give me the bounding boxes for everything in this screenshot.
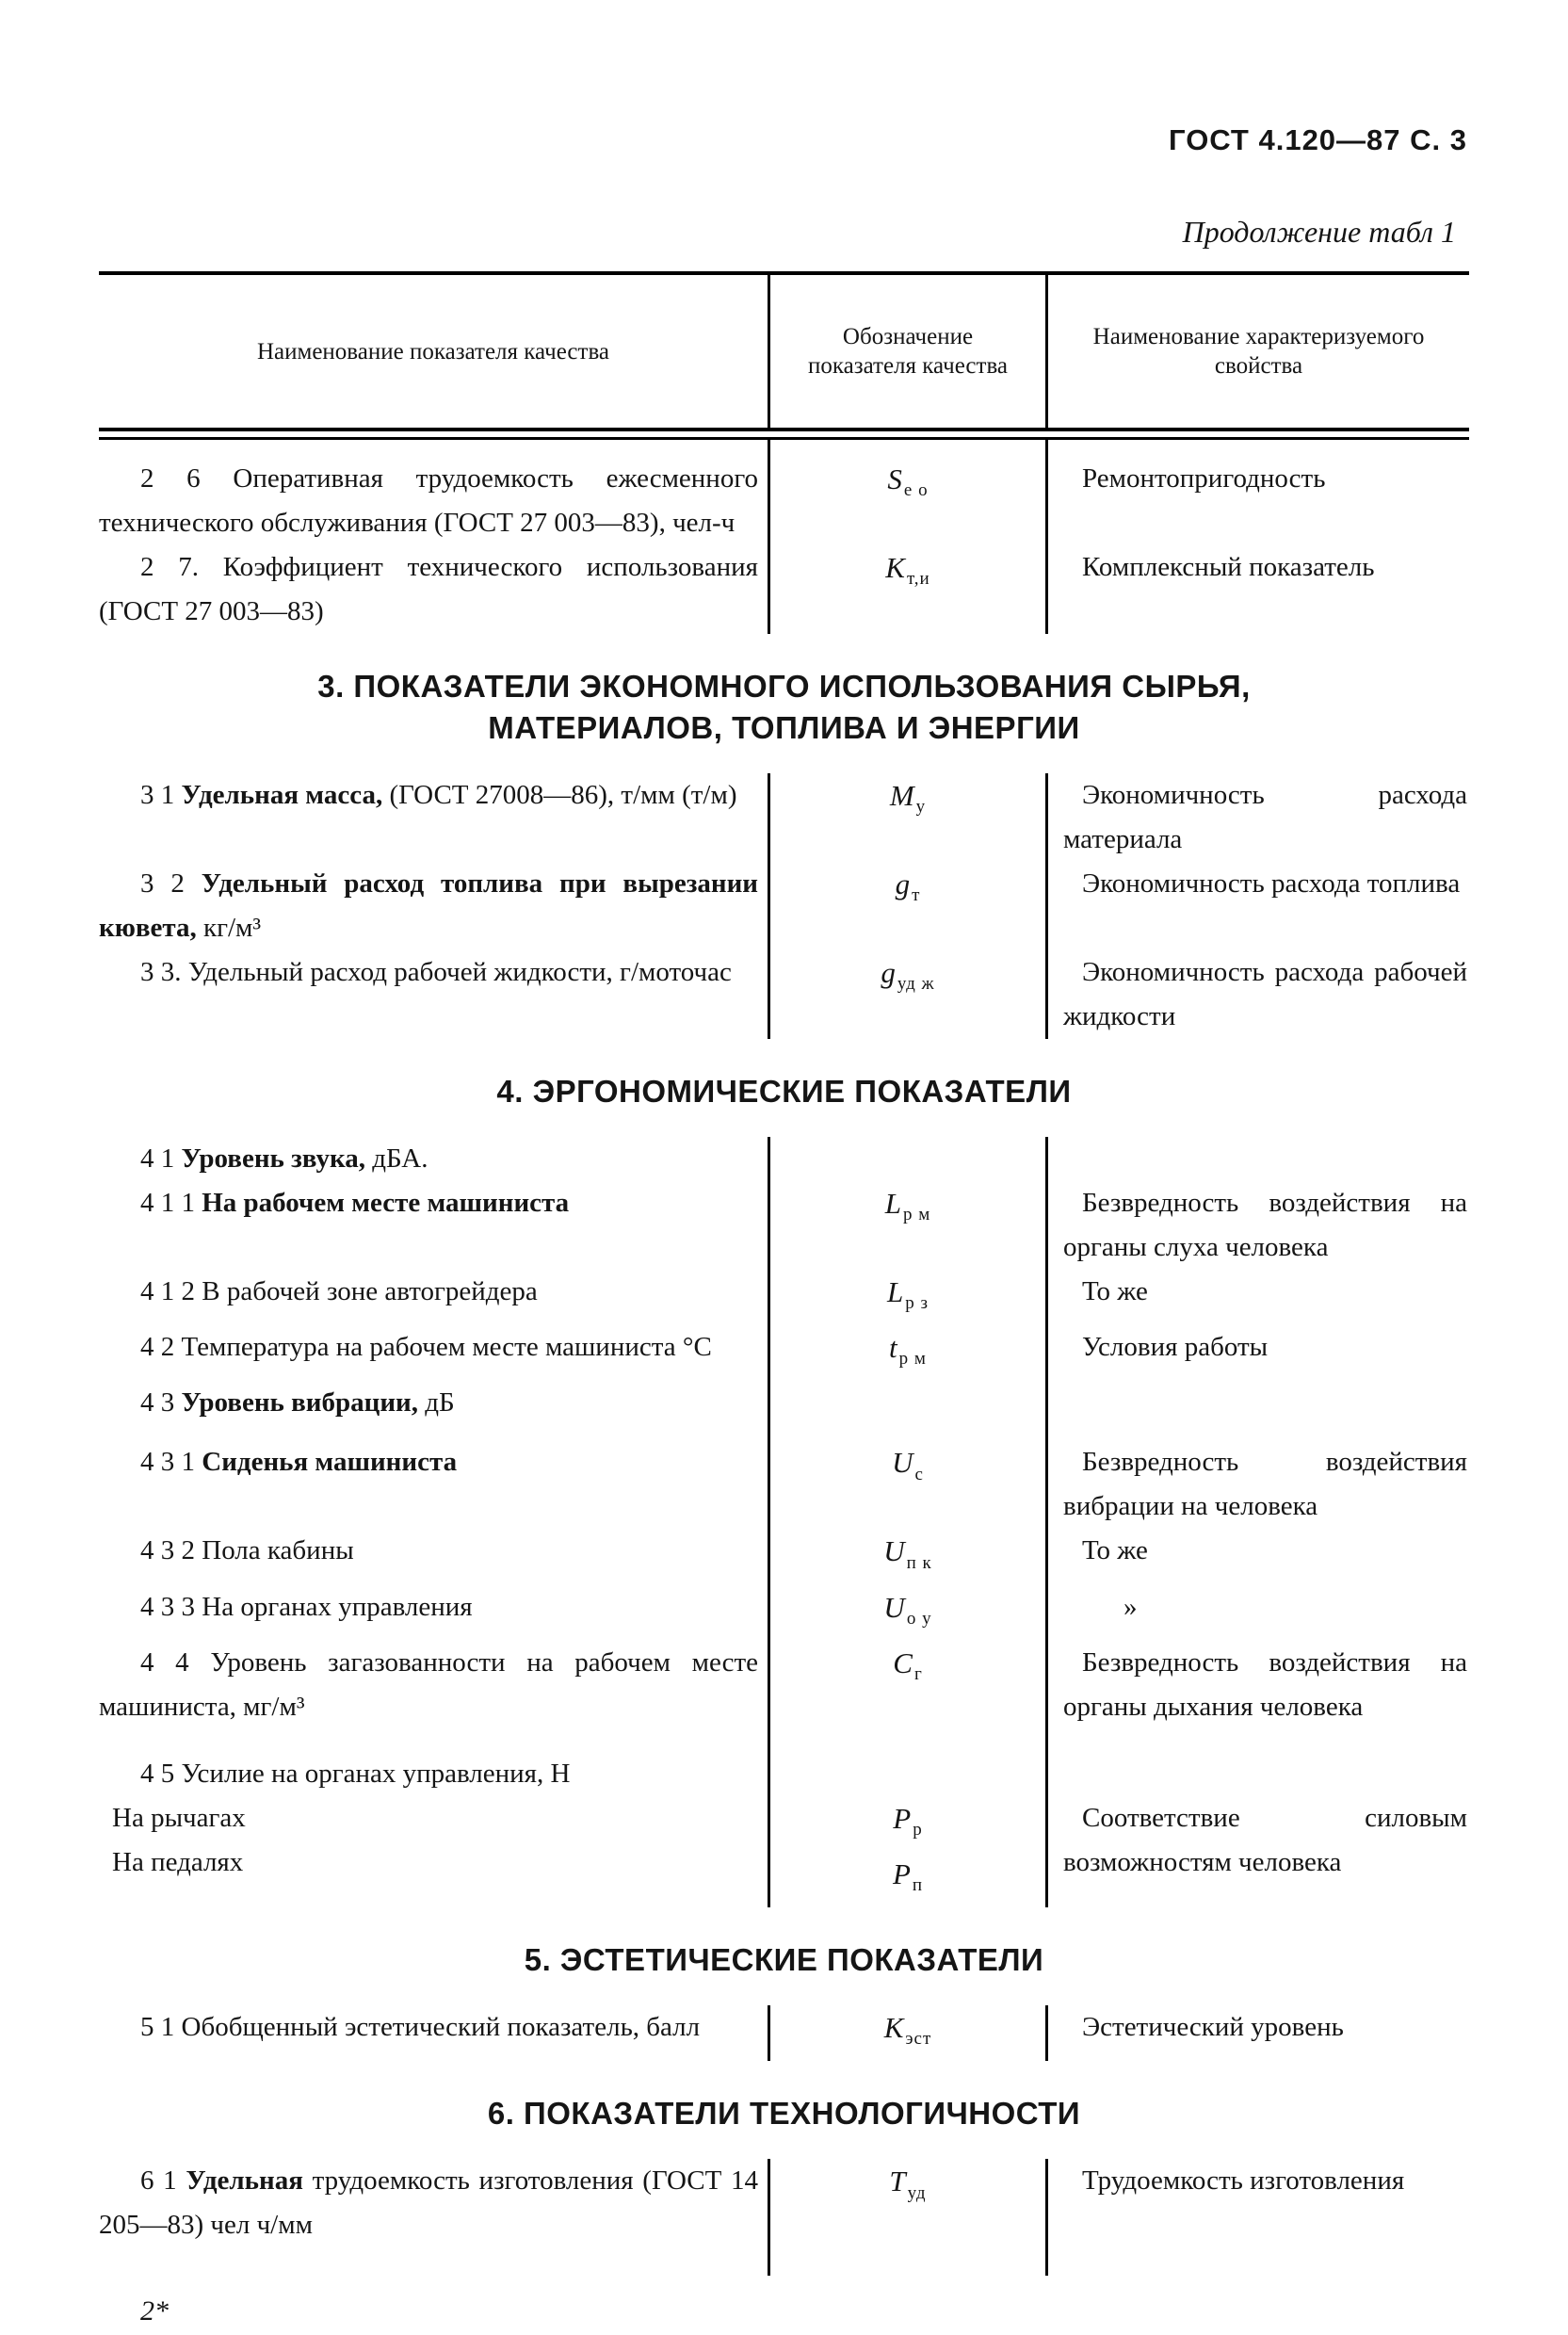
quality-indicators-table (99, 271, 1469, 2276)
row-4-3-2-name: 4 3 2 Пола кабины (140, 1535, 354, 1566)
row-group-section-2 (99, 440, 1469, 634)
row-4-4-property: Безвредность воздействия на органы дыхания человека (1045, 1641, 1469, 1729)
row-3-3-symbol: g $_{уд ж}$ (768, 950, 1045, 1039)
section-heading-3: 3. ПОКАЗАТЕЛИ ЭКОНОМНОГО ИСПОЛЬЗОВАНИЯ СЫРЬЯ, МАТЕРИАЛОВ, ТОПЛИВА И ЭНЕРГИИ (317, 669, 1251, 745)
section-heading-4: 4. ЭРГОНОМИЧЕСКИЕ ПОКАЗАТЕЛИ (496, 1074, 1072, 1109)
row-4-5-levers-property: Соответствие силовым возможностям человека (1045, 1796, 1469, 1907)
page-content (99, 124, 1469, 2333)
row-4-3-2-property: То же (1045, 1529, 1469, 1584)
row-4-2-property: Условия работы (1045, 1325, 1469, 1381)
header-double-rule (99, 428, 1469, 440)
row-4-4-name: 4 4 Уровень загазованности на рабочем месте машиниста, мг/м³ (99, 1646, 759, 1722)
row-3-1-property: Экономичность расхода материала (1045, 773, 1469, 862)
row-4-3-1-name: 4 3 1 Сиденья машиниста (140, 1447, 458, 1478)
row-4-1-2-symbol: L $_{р з}$ (768, 1270, 1045, 1325)
row-3-2-symbol: g $_т$ (768, 862, 1045, 950)
row-4-1-2-property: То же (1045, 1270, 1469, 1325)
row-4-3-3-symbol: U $_{о у}$ (768, 1585, 1045, 1641)
row-3-2-property: Экономичность расхода топлива (1045, 862, 1469, 950)
row-4-2-name: 4 2 Температура на рабочем месте машиниста °С (140, 1332, 712, 1363)
row-4-3-1-property: Безвредность воздействия вибрации на человека (1045, 1425, 1469, 1529)
column-header-indicator-designation: Обозначение показателя качества (768, 275, 1045, 428)
row-2-6-name: 2 6 Оперативная трудоемкость ежесменного технического обслуживания (ГОСТ 27 003—83), чел-ч (99, 463, 758, 538)
row-4-5-name: 4 5 Усилие на органах управления, Н (140, 1758, 571, 1789)
row-6-1-name: 6 1 Удельная трудоемкость изготовления (ГОСТ 14 205—83) чел ч/мм (99, 2165, 759, 2241)
row-2-7-name: 2 7. Коэффициент технического использования (ГОСТ 27 003—83) (99, 552, 758, 626)
table-caption: Продолжение табл 1 (1182, 215, 1456, 249)
row-2-7-property: Комплексный показатель (1045, 545, 1469, 634)
row-4-5-property (1045, 1729, 1469, 1796)
row-2-7-symbol: K $_{т,и}$ (768, 545, 1045, 634)
row-group-section-6 (99, 2159, 1469, 2276)
row-4-1-property (1045, 1137, 1469, 1181)
row-4-1-2-name: 4 1 2 В рабочей зоне автогрейдера (140, 1276, 538, 1306)
row-4-3-symbol (768, 1381, 1045, 1425)
row-3-2-name: 3 2 Удельный расход топлива при вырезании кювета, кг/м³ (99, 868, 759, 943)
row-2-6-symbol: S $_{е о}$ (768, 440, 1045, 545)
document-reference: ГОСТ 4.120—87 С. 3 (1169, 123, 1467, 156)
row-6-1-symbol: T $_{уд}$ (768, 2159, 1045, 2276)
row-5-1-name: 5 1 Обобщенный эстетический показатель, балл (140, 2012, 701, 2043)
row-4-1-1-property: Безвредность воздействия на органы слуха человека (1045, 1181, 1469, 1270)
row-group-section-5 (99, 2005, 1469, 2061)
row-group-section-4 (99, 1137, 1469, 1907)
row-3-3-name: 3 3. Удельный расход рабочей жидкости, г/моточас (140, 957, 732, 987)
row-4-2-symbol: t $_{р м}$ (768, 1325, 1045, 1381)
printer-signature-mark: 2* (140, 2295, 169, 2327)
row-2-6-property: Ремонтопригодность (1045, 440, 1469, 545)
row-4-3-1-symbol: U $_с$ (768, 1425, 1045, 1529)
row-4-3-3-name: 4 3 3 На органах управления (140, 1591, 473, 1622)
row-4-3-name: 4 3 Уровень вибрации, дБ (140, 1387, 455, 1419)
row-5-1-symbol: K $_{эст}$ (768, 2005, 1045, 2061)
section-heading-6: 6. ПОКАЗАТЕЛИ ТЕХНОЛОГИЧНОСТИ (487, 2096, 1081, 2132)
column-header-indicator-name: Наименование показателя качества (256, 338, 610, 365)
section-heading-5: 5. ЭСТЕТИЧЕСКИЕ ПОКАЗАТЕЛИ (524, 1942, 1044, 1978)
row-4-1-1-name: 4 1 1 На рабочем месте машиниста (140, 1188, 570, 1218)
row-4-3-property (1045, 1381, 1469, 1425)
row-4-3-2-symbol: U $_{п к}$ (768, 1529, 1045, 1584)
row-3-3-property: Экономичность расхода рабочей жидкости (1045, 950, 1469, 1039)
row-4-5-symbol (768, 1729, 1045, 1796)
row-4-1-name: 4 1 Уровень звука, дБА. (140, 1143, 428, 1174)
row-3-1-name: 3 1 Удельная масса, (ГОСТ 27008—86), т/мм (т/м) (140, 780, 737, 810)
row-5-1-property: Эстетический уровень (1045, 2005, 1469, 2061)
row-6-1-property: Трудоемкость изготовления (1045, 2159, 1469, 2276)
row-4-4-symbol: C $_г$ (768, 1641, 1045, 1729)
row-group-section-3 (99, 773, 1469, 1039)
row-4-5-levers-symbols: P $_р$ P $_п$ (768, 1796, 1045, 1907)
column-header-property-name: Наименование характеризуемого свойства (1045, 275, 1469, 428)
row-4-1-symbol (768, 1137, 1045, 1181)
row-4-1-1-symbol: L $_{р м}$ (768, 1181, 1045, 1270)
row-4-3-3-property: » (1045, 1585, 1469, 1641)
row-3-1-symbol: M $_у$ (768, 773, 1045, 862)
table-header-row (99, 275, 1469, 428)
row-4-5-levers-name: На рычагах На педалях (112, 1802, 246, 1877)
